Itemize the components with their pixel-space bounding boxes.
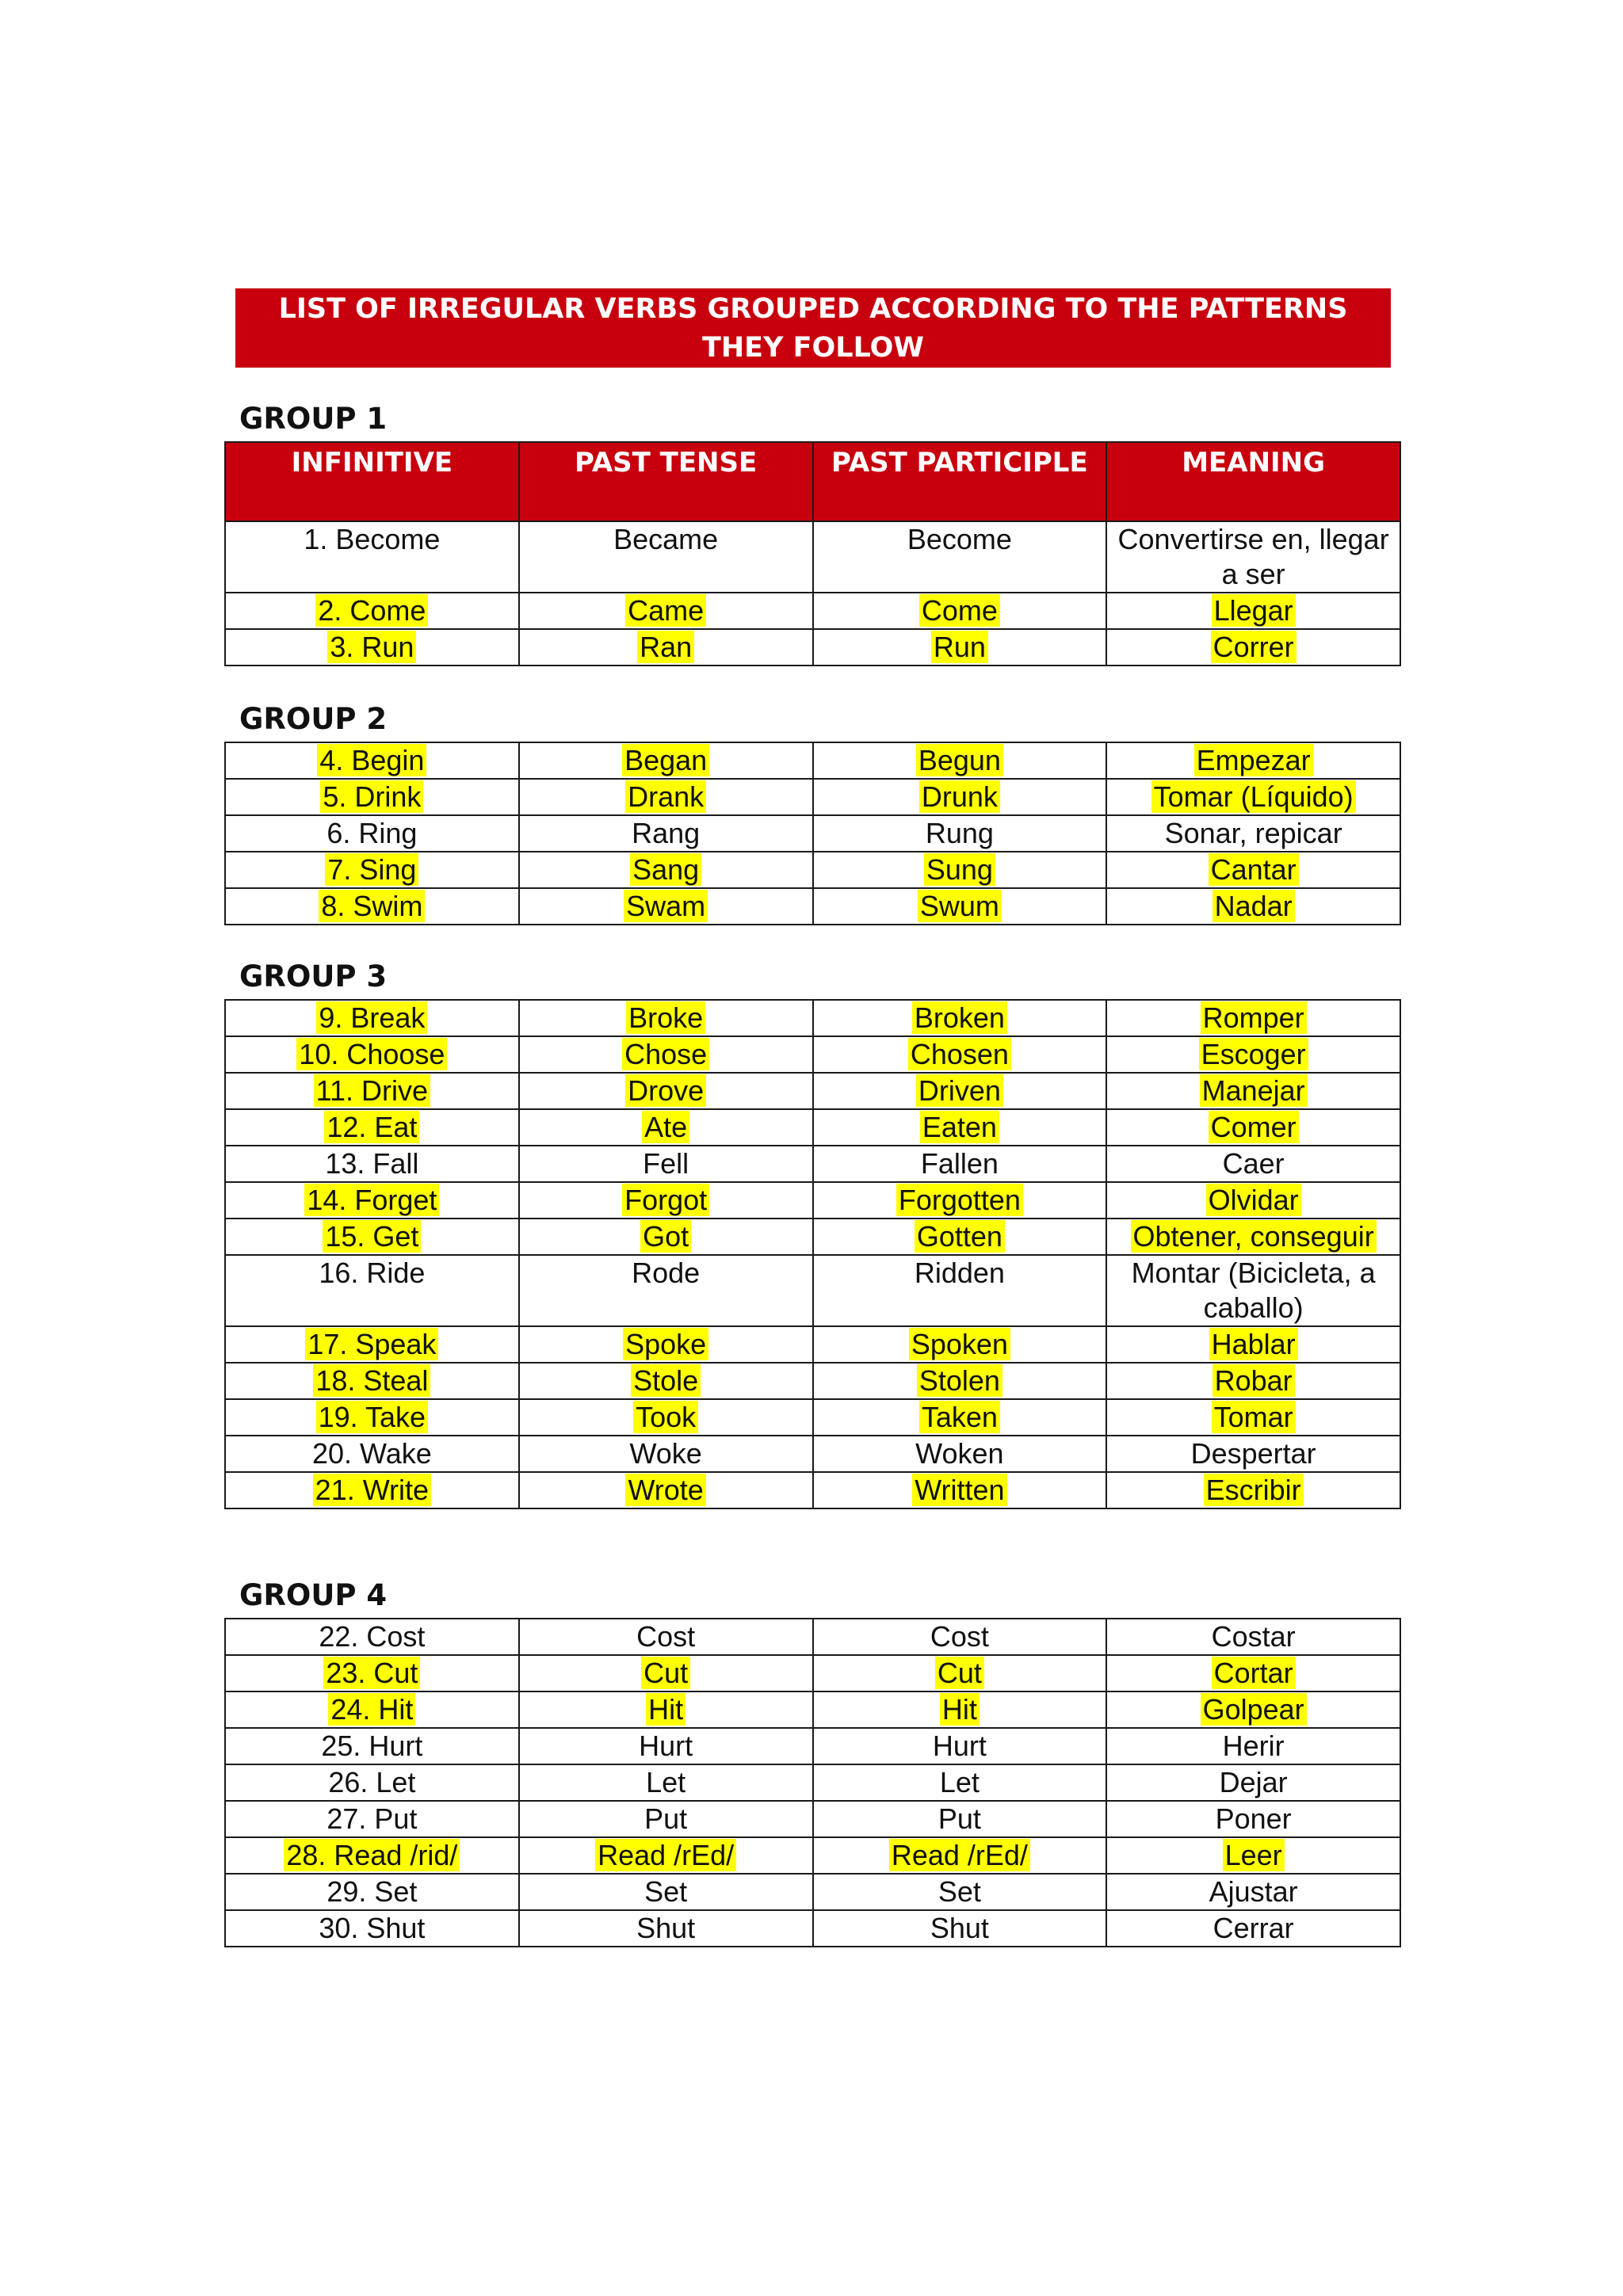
cell-infinitive [225, 1472, 519, 1508]
cell-text: Robar [1212, 1364, 1295, 1397]
cell-past-tense [519, 1874, 813, 1910]
cell-text: Sonar, repicar [1164, 817, 1342, 849]
cell-text: Took [633, 1401, 698, 1433]
cell-text: Cut [935, 1657, 984, 1689]
cell-text: Began [622, 744, 709, 776]
table-row [225, 1363, 1400, 1399]
table-row [225, 629, 1400, 666]
cell-text: Set [938, 1875, 981, 1908]
cell-text: Escribir [1204, 1474, 1304, 1506]
group-2-table [224, 742, 1401, 925]
cell-text: Leer [1223, 1839, 1285, 1871]
cell-text: Written [912, 1474, 1006, 1506]
cell-past-tense [519, 1073, 813, 1109]
cell-meaning [1106, 1874, 1400, 1910]
cell-text: Shut [930, 1912, 989, 1944]
cell-text: Manejar [1200, 1074, 1308, 1107]
cell-text: 4. Begin [317, 744, 426, 776]
cell-text: Let [646, 1766, 686, 1798]
cell-text: 17. Speak [305, 1328, 438, 1360]
table-row [225, 1255, 1400, 1326]
cell-meaning [1106, 1655, 1400, 1691]
cell-text: 3. Run [327, 631, 416, 663]
cell-past-tense [519, 1036, 813, 1073]
cell-meaning [1106, 1146, 1400, 1182]
cell-past-participle [813, 1874, 1107, 1910]
cell-text: 21. Write [313, 1474, 431, 1506]
cell-past-participle [813, 1910, 1107, 1947]
cell-text: Ran [637, 631, 694, 663]
cell-text: Despertar [1190, 1437, 1316, 1470]
cell-text: 25. Hurt [321, 1730, 423, 1762]
cell-text: Caer [1222, 1147, 1285, 1180]
cell-past-participle [813, 1073, 1107, 1109]
cell-text: Broken [912, 1001, 1007, 1034]
cell-text: Let [939, 1766, 980, 1798]
cell-meaning [1106, 593, 1400, 629]
cell-meaning [1106, 1326, 1400, 1363]
cell-infinitive [225, 1109, 519, 1146]
table-row [225, 1219, 1400, 1255]
cell-past-tense [519, 1619, 813, 1655]
cell-text: Herir [1222, 1730, 1285, 1762]
cell-past-tense [519, 1182, 813, 1219]
cell-text: Got [640, 1220, 691, 1253]
cell-text: Sang [630, 853, 701, 886]
table-row [225, 1073, 1400, 1109]
cell-meaning [1106, 1764, 1400, 1801]
group-1-heading: GROUP 1 [239, 402, 388, 436]
cell-text: Drank [625, 780, 706, 813]
cell-text: Eaten [920, 1111, 999, 1143]
cell-text: Cost [636, 1620, 696, 1653]
cell-past-participle [813, 852, 1107, 888]
cell-text: Ate [642, 1111, 689, 1143]
cell-past-participle [813, 815, 1107, 852]
cell-text: Rang [632, 817, 701, 849]
cell-text: Gotten [915, 1220, 1005, 1253]
cell-text: Broke [626, 1001, 705, 1034]
cell-meaning [1106, 1000, 1400, 1036]
cell-infinitive [225, 1874, 519, 1910]
cell-text: Hablar [1209, 1328, 1298, 1360]
cell-meaning [1106, 1073, 1400, 1109]
cell-past-participle [813, 1109, 1107, 1146]
cell-past-participle [813, 742, 1107, 779]
table-row [225, 779, 1400, 815]
cell-text: 5. Drink [320, 780, 423, 813]
cell-infinitive [225, 815, 519, 852]
cell-infinitive [225, 1036, 519, 1073]
cell-text: 7. Sing [325, 853, 418, 886]
cell-text: Put [644, 1802, 688, 1835]
page-title-banner [235, 288, 1391, 368]
cell-infinitive [225, 1691, 519, 1728]
cell-text: 27. Put [327, 1802, 418, 1835]
cell-text: 20. Wake [312, 1437, 432, 1470]
cell-text: Drunk [919, 780, 1000, 813]
cell-text: 6. Ring [327, 817, 418, 849]
cell-meaning [1106, 1219, 1400, 1255]
cell-text: Hurt [932, 1730, 987, 1762]
cell-text: 16. Ride [319, 1257, 426, 1289]
cell-past-tense [519, 1801, 813, 1837]
cell-text: 29. Set [327, 1875, 418, 1908]
cell-text: Golpear [1201, 1693, 1307, 1726]
cell-text: Sung [924, 853, 995, 886]
cell-text: Set [644, 1875, 688, 1908]
table-row [225, 1874, 1400, 1910]
cell-past-participle [813, 1219, 1107, 1255]
cell-past-participle [813, 1619, 1107, 1655]
cell-past-tense [519, 779, 813, 815]
cell-meaning [1106, 1036, 1400, 1073]
table-row [225, 742, 1400, 779]
cell-past-participle [813, 1436, 1107, 1472]
cell-past-participle [813, 1837, 1107, 1874]
cell-past-participle [813, 1000, 1107, 1036]
page-title-line-2: THEY FOLLOW [702, 332, 924, 364]
cell-infinitive [225, 1764, 519, 1801]
cell-past-participle [813, 1146, 1107, 1182]
cell-past-participle [813, 1182, 1107, 1219]
cell-text: Fell [643, 1147, 689, 1180]
cell-text: Forgot [622, 1184, 709, 1216]
table-row [225, 1619, 1400, 1655]
table-row [225, 1036, 1400, 1073]
table-row [225, 1764, 1400, 1801]
cell-past-tense [519, 1910, 813, 1947]
cell-text: 19. Take [316, 1401, 428, 1433]
cell-text: Cerrar [1212, 1912, 1294, 1944]
cell-text: Hit [940, 1693, 980, 1726]
cell-past-tense [519, 1655, 813, 1691]
cell-text: Stole [631, 1364, 701, 1397]
cell-text: Romper [1201, 1001, 1307, 1034]
cell-infinitive [225, 1000, 519, 1036]
cell-text: Rode [632, 1257, 701, 1289]
cell-text: Ridden [914, 1257, 1005, 1289]
table-row [225, 1326, 1400, 1363]
cell-text: Begun [916, 744, 1003, 776]
cell-past-participle [813, 888, 1107, 925]
cell-infinitive [225, 521, 519, 593]
cell-text: Driven [916, 1074, 1003, 1107]
cell-past-participle [813, 1036, 1107, 1073]
cell-text: 8. Swim [319, 890, 425, 922]
cell-text: Woke [629, 1437, 702, 1470]
cell-past-tense [519, 1472, 813, 1508]
cell-past-participle [813, 1326, 1107, 1363]
cell-past-tense [519, 1764, 813, 1801]
cell-infinitive [225, 1436, 519, 1472]
page-title-line-1: LIST OF IRREGULAR VERBS GROUPED ACCORDING TO THE PATTERNS [278, 293, 1348, 325]
cell-past-tense [519, 521, 813, 593]
column-header-past-participle: PAST PARTICIPLE [813, 442, 1107, 521]
cell-meaning [1106, 1363, 1400, 1399]
cell-infinitive [225, 593, 519, 629]
table-row [225, 888, 1400, 925]
cell-infinitive [225, 1619, 519, 1655]
cell-text: 1. Become [304, 523, 441, 555]
cell-text: Shut [636, 1912, 696, 1944]
cell-text: Wrote [625, 1474, 705, 1506]
cell-text: Poner [1215, 1802, 1292, 1835]
table-row [225, 1182, 1400, 1219]
cell-infinitive [225, 888, 519, 925]
table-row [225, 521, 1400, 593]
cell-meaning [1106, 1472, 1400, 1508]
cell-text: Cut [641, 1657, 690, 1689]
cell-text: Chose [622, 1038, 709, 1070]
cell-past-participle [813, 1472, 1107, 1508]
cell-meaning [1106, 1436, 1400, 1472]
cell-text: Empezar [1194, 744, 1313, 776]
cell-past-tense [519, 815, 813, 852]
group-1-table [224, 441, 1401, 666]
group-4-heading: GROUP 4 [239, 1578, 388, 1612]
table-row [225, 815, 1400, 852]
column-header-past-tense: PAST TENSE [519, 442, 813, 521]
table-row [225, 1146, 1400, 1182]
cell-text: Cost [930, 1620, 989, 1653]
cell-text: Llegar [1212, 594, 1296, 627]
table-row [225, 593, 1400, 629]
cell-past-participle [813, 1691, 1107, 1728]
cell-past-participle [813, 1655, 1107, 1691]
cell-infinitive [225, 852, 519, 888]
cell-past-tense [519, 1837, 813, 1874]
cell-infinitive [225, 1399, 519, 1436]
cell-text: 26. Let [328, 1766, 416, 1798]
cell-text: 9. Break [316, 1001, 427, 1034]
cell-past-tense [519, 1728, 813, 1764]
cell-text: Spoken [909, 1328, 1010, 1360]
cell-meaning [1106, 888, 1400, 925]
cell-infinitive [225, 1219, 519, 1255]
cell-text: Taken [919, 1401, 1000, 1433]
cell-past-tense [519, 1363, 813, 1399]
cell-past-participle [813, 1764, 1107, 1801]
cell-text: Correr [1211, 631, 1296, 663]
cell-past-tense [519, 852, 813, 888]
table-row [225, 1691, 1400, 1728]
cell-infinitive [225, 1255, 519, 1326]
cell-text: Spoke [623, 1328, 708, 1360]
cell-text: Forgotten [896, 1184, 1023, 1216]
cell-text: 2. Come [315, 594, 428, 627]
cell-text: Obtener, conseguir [1131, 1220, 1377, 1253]
cell-text: 22. Cost [319, 1620, 426, 1653]
cell-text: Run [931, 631, 988, 663]
cell-infinitive [225, 1837, 519, 1874]
cell-meaning [1106, 1109, 1400, 1146]
cell-infinitive [225, 1363, 519, 1399]
cell-infinitive [225, 1655, 519, 1691]
cell-text: 23. Cut [323, 1657, 420, 1689]
cell-text: Came [625, 594, 706, 627]
cell-past-tense [519, 888, 813, 925]
cell-infinitive [225, 1146, 519, 1182]
cell-infinitive [225, 1728, 519, 1764]
cell-infinitive [225, 779, 519, 815]
cell-text: Comer [1209, 1111, 1299, 1143]
table-row [225, 1801, 1400, 1837]
cell-infinitive [225, 1326, 519, 1363]
cell-text: 28. Read /rid/ [284, 1839, 460, 1871]
cell-past-participle [813, 521, 1107, 593]
cell-past-tense [519, 1691, 813, 1728]
table-row [225, 1000, 1400, 1036]
cell-past-tense [519, 742, 813, 779]
cell-text: Escoger [1199, 1038, 1308, 1070]
cell-past-participle [813, 1363, 1107, 1399]
cell-text: 13. Fall [325, 1147, 419, 1180]
cell-text: Swam [624, 890, 708, 922]
cell-text: Cantar [1209, 853, 1299, 886]
table-header-row [225, 442, 1400, 521]
cell-text: Convertirse en, llegar a ser [1117, 523, 1389, 590]
cell-text: 14. Forget [304, 1184, 439, 1216]
cell-meaning [1106, 521, 1400, 593]
cell-past-participle [813, 1255, 1107, 1326]
cell-text: 11. Drive [314, 1074, 430, 1107]
table-row [225, 1910, 1400, 1947]
table-row [225, 1109, 1400, 1146]
cell-text: 24. Hit [328, 1693, 415, 1726]
cell-meaning [1106, 1801, 1400, 1837]
cell-past-tense [519, 1326, 813, 1363]
cell-past-participle [813, 779, 1107, 815]
cell-past-tense [519, 1109, 813, 1146]
cell-text: 18. Steal [313, 1364, 430, 1397]
cell-past-tense [519, 1399, 813, 1436]
cell-text: Chosen [908, 1038, 1011, 1070]
table-row [225, 1837, 1400, 1874]
cell-past-participle [813, 1728, 1107, 1764]
cell-infinitive [225, 629, 519, 666]
cell-meaning [1106, 1837, 1400, 1874]
cell-infinitive [225, 742, 519, 779]
cell-past-participle [813, 1399, 1107, 1436]
cell-text: Tomar (Líquido) [1151, 780, 1356, 813]
cell-text: Nadar [1212, 890, 1295, 922]
cell-infinitive [225, 1801, 519, 1837]
cell-text: Come [919, 594, 1000, 627]
cell-text: Become [907, 523, 1012, 555]
cell-text: Hurt [639, 1730, 693, 1762]
cell-past-tense [519, 593, 813, 629]
cell-text: 30. Shut [319, 1912, 426, 1944]
cell-past-participle [813, 1801, 1107, 1837]
table-row [225, 852, 1400, 888]
cell-meaning [1106, 1691, 1400, 1728]
group-2-heading: GROUP 2 [239, 702, 388, 736]
cell-past-participle [813, 629, 1107, 666]
cell-meaning [1106, 1255, 1400, 1326]
cell-meaning [1106, 1182, 1400, 1219]
cell-text: Read /rEd/ [889, 1839, 1030, 1871]
cell-meaning [1106, 1399, 1400, 1436]
cell-past-tense [519, 1255, 813, 1326]
cell-infinitive [225, 1182, 519, 1219]
cell-text: Dejar [1219, 1766, 1288, 1798]
cell-text: 12. Eat [324, 1111, 419, 1143]
cell-meaning [1106, 629, 1400, 666]
table-row [225, 1655, 1400, 1691]
group-3-table [224, 999, 1401, 1509]
cell-infinitive [225, 1073, 519, 1109]
cell-meaning [1106, 1910, 1400, 1947]
cell-meaning [1106, 742, 1400, 779]
cell-text: Woken [915, 1437, 1004, 1470]
cell-text: Rung [925, 817, 994, 849]
cell-past-tense [519, 1436, 813, 1472]
column-header-meaning: MEANING [1106, 442, 1400, 521]
table-row [225, 1399, 1400, 1436]
cell-text: Put [938, 1802, 981, 1835]
cell-text: Cortar [1212, 1657, 1296, 1689]
cell-text: Fallen [920, 1147, 999, 1180]
cell-meaning [1106, 1728, 1400, 1764]
cell-text: Hit [646, 1693, 685, 1726]
table-row [225, 1472, 1400, 1508]
cell-meaning [1106, 779, 1400, 815]
cell-meaning [1106, 852, 1400, 888]
cell-text: Stolen [917, 1364, 1002, 1397]
cell-text: Olvidar [1206, 1184, 1301, 1216]
cell-infinitive [225, 1910, 519, 1947]
cell-text: Swum [918, 890, 1002, 922]
cell-text: Became [613, 523, 719, 555]
table-row [225, 1436, 1400, 1472]
cell-meaning [1106, 815, 1400, 852]
group-3-heading: GROUP 3 [239, 959, 388, 994]
cell-past-tense [519, 1000, 813, 1036]
cell-text: Read /rEd/ [595, 1839, 736, 1871]
cell-text: Tomar [1212, 1401, 1296, 1433]
column-header-infinitive: INFINITIVE [225, 442, 519, 521]
cell-text: Ajustar [1209, 1875, 1298, 1908]
cell-text: Montar (Bicicleta, a caballo) [1131, 1257, 1376, 1324]
cell-meaning [1106, 1619, 1400, 1655]
table-row [225, 1728, 1400, 1764]
cell-text: 15. Get [323, 1220, 421, 1253]
cell-past-tense [519, 1146, 813, 1182]
cell-text: 10. Choose [296, 1038, 447, 1070]
cell-past-participle [813, 593, 1107, 629]
cell-past-tense [519, 629, 813, 666]
group-4-table [224, 1618, 1401, 1947]
cell-text: Drove [625, 1074, 706, 1107]
cell-past-tense [519, 1219, 813, 1255]
cell-text: Costar [1211, 1620, 1296, 1653]
